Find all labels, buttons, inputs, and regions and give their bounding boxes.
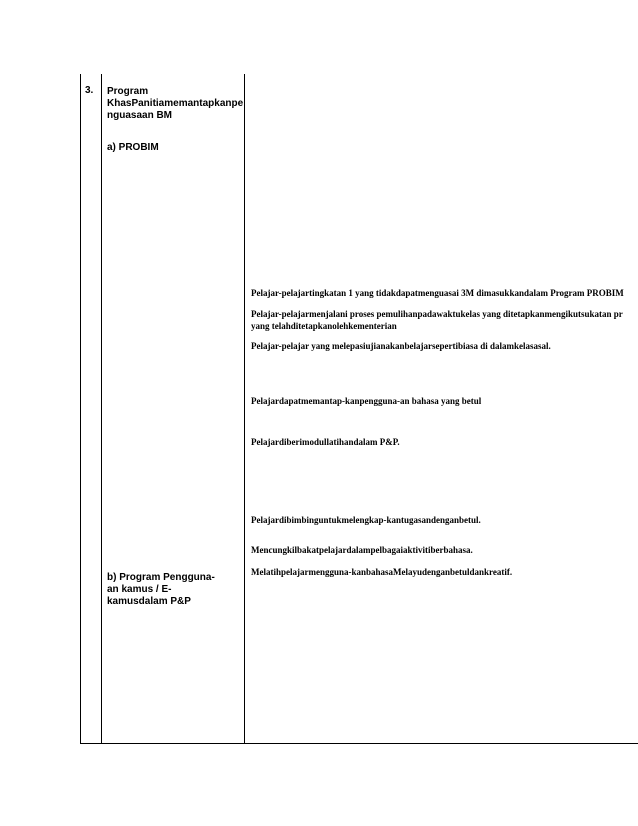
detail-line-4: Pelajar-pelajar yang melepasiujianakanbelajarsepertibiasa di dalamkelasasal. [251, 341, 551, 351]
detail-line-9: Melatihpelajarmengguna-kanbahasaMelayudenganbetuldankreatif. [251, 567, 513, 577]
section-b-label: b) Program Pengguna-an kamus / E-kamusdalam P&P [107, 572, 215, 607]
row-number: 3. [85, 85, 94, 96]
column-divider-1 [101, 74, 102, 744]
detail-line-6: Pelajardiberimodullatihandalam P&P. [251, 437, 400, 447]
detail-line-3: yang telahditetapkanolehkementerian [251, 321, 397, 331]
detail-line-7: Pelajardibimbinguntukmelengkap-kantugasandenganbetul. [251, 515, 481, 525]
program-title: Program KhasPanitiamemantapkanpe nguasaan BM [107, 86, 244, 121]
bottom-border [80, 743, 638, 744]
detail-line-1: Pelajar-pelajartingkatan 1 yang tidakdapatmenguasai 3M dimasukkandalam Program PROBIM [251, 288, 624, 298]
detail-line-2: Pelajar-pelajarmenjalani proses pemulihanpadawaktukelas yang ditetapkanmengikutsukatan pr [251, 309, 623, 319]
column-divider-2 [244, 74, 245, 744]
left-border [80, 74, 81, 744]
detail-line-5: Pelajardapatmemantap-kanpengguna-an bahasa yang betul [251, 396, 482, 406]
detail-line-8: Mencungkilbakatpelajardalampelbagaiaktivitiberbahasa. [251, 545, 473, 555]
section-a-label: a) PROBIM [107, 142, 159, 153]
